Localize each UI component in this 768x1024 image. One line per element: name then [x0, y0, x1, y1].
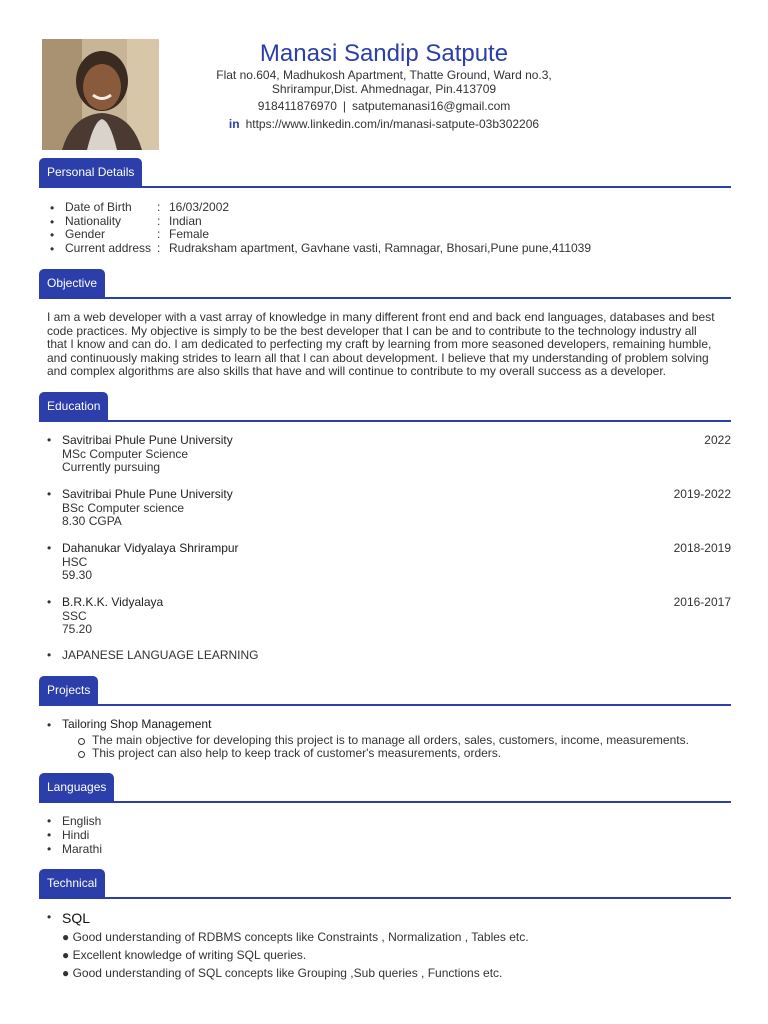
section-title-personal: Personal Details: [39, 158, 142, 186]
section-title-technical: Technical: [39, 869, 105, 897]
project-points: [39, 734, 731, 761]
section-objective: [39, 269, 731, 299]
section-title-languages: Languages: [39, 773, 114, 801]
objective-line: and continuously making strides to learn all that I can about development. I believe that my understanding of problem solving: [47, 350, 709, 365]
linkedin-line: [170, 117, 598, 131]
education-institution: • Dahanukar Vidyalaya Shrirampur: [62, 541, 239, 555]
languages-list: [39, 815, 731, 856]
education-year: 2016-2017: [673, 595, 731, 609]
project-point: The main objective for developing this project is to manage all orders, sales, customers, income, measurements.: [78, 734, 731, 748]
education-entry: [39, 488, 731, 529]
personal-label: • Gender: [65, 227, 106, 241]
section-divider: [39, 186, 731, 188]
section-divider: [39, 801, 731, 803]
personal-label: • Date of Birth: [65, 200, 132, 214]
project-entry: [39, 718, 731, 761]
education-degree: SSC: [62, 608, 87, 623]
phone-number: 918411876970: [257, 99, 337, 113]
personal-label: • Nationality: [65, 213, 122, 228]
address-line-1: Flat no.604, Madhukosh Apartment, Thatte Ground, Ward no.3,: [216, 68, 552, 82]
personal-colon: :: [157, 240, 161, 255]
education-extra: [39, 649, 731, 663]
personal-value: 16/03/2002: [169, 200, 230, 214]
objective-line: I am a web developer with a vast array of knowledge in many different front end and back end languages, databases and best: [47, 310, 715, 324]
section-title-education: Education: [39, 392, 108, 420]
personal-value: Female: [169, 227, 210, 241]
linkedin-icon: in: [228, 117, 240, 131]
contact-line: [170, 99, 598, 113]
section-title-projects: Projects: [39, 676, 98, 704]
list-item: [42, 201, 731, 215]
section-personal-details: [39, 158, 731, 188]
technical-title: • SQL: [62, 910, 91, 926]
list-item: [42, 228, 731, 242]
education-entry: [39, 596, 731, 637]
address-line-2: Shrirampur,Dist. Ahmednagar, Pin.413709: [271, 82, 497, 96]
section-divider: [39, 420, 731, 422]
contact-separator: |: [342, 99, 347, 113]
technical-point: ● Good understanding of RDBMS concepts like Constraints , Normalization , Tables etc.: [62, 930, 529, 944]
section-divider: [39, 297, 731, 299]
objective-line: and complex algorithms are also skills that have and will continue to contribute to my overall success as a developer.: [47, 364, 666, 379]
education-institution: • Savitribai Phule Pune University: [62, 487, 233, 501]
education-result: Currently pursuing: [62, 460, 161, 474]
section-languages: [39, 773, 731, 803]
section-projects: [39, 676, 731, 706]
technical-point: ● Good understanding of SQL concepts like Grouping ,Sub queries , Functions etc.: [62, 966, 503, 980]
personal-colon: :: [157, 213, 161, 228]
list-item: [39, 488, 731, 529]
section-title-objective: Objective: [39, 269, 105, 297]
education-entry: [39, 434, 731, 475]
technical-entry: [39, 910, 731, 982]
profile-photo: [42, 39, 159, 150]
section-divider: [39, 704, 731, 706]
technical-points: [39, 928, 731, 982]
email-link[interactable]: satputemanasi16@gmail.com: [352, 99, 511, 113]
education-year: 2018-2019: [673, 541, 731, 555]
objective-line: code practices. My objective is simply to be the best developer that I can be and to contribute to the technology industry all: [47, 323, 697, 338]
list-item: [39, 596, 731, 637]
education-result: 75.20: [62, 622, 93, 636]
personal-details-list: [42, 201, 731, 255]
education-degree: HSC: [62, 554, 88, 569]
list-item: [42, 242, 731, 256]
section-education: [39, 392, 731, 422]
section-technical: [39, 869, 731, 899]
list-item: [39, 434, 731, 475]
objective-text: [47, 311, 727, 379]
education-result: 59.30: [62, 568, 93, 582]
section-divider: [39, 897, 731, 899]
project-title: • Tailoring Shop Management: [62, 717, 212, 731]
personal-value: Indian: [169, 213, 202, 228]
language-item: • Hindi: [39, 829, 731, 843]
language-item: • English: [39, 815, 731, 829]
list-item: • JAPANESE LANGUAGE LEARNING: [39, 649, 731, 663]
education-degree: BSc Computer science: [62, 500, 185, 515]
list-item: [42, 215, 731, 229]
education-year: 2022: [704, 433, 731, 447]
address: [170, 68, 598, 96]
education-institution: • B.R.K.K. Vidyalaya: [62, 595, 164, 609]
personal-colon: :: [157, 227, 161, 241]
list-item: [39, 910, 731, 926]
objective-line: that I know and can do. I am dedicated to perfecting my craft by learning from more seasoned developers, remaining humble,: [47, 337, 712, 352]
project-point: This project can also help to keep track of customer's measurements, orders.: [78, 747, 731, 761]
personal-value: Rudraksham apartment, Gavhane vasti, Ramnagar, Bhosari,Pune pune,411039: [169, 240, 592, 255]
personal-colon: :: [157, 200, 161, 214]
education-institution: • Savitribai Phule Pune University: [62, 433, 233, 447]
technical-point: ● Excellent knowledge of writing SQL queries.: [62, 948, 307, 962]
education-result: 8.30 CGPA: [62, 514, 122, 528]
education-entry: [39, 542, 731, 583]
education-year: 2019-2022: [673, 487, 731, 501]
list-item: [39, 542, 731, 583]
candidate-name: Manasi Sandip Satpute: [259, 40, 509, 67]
personal-label: • Current address: [65, 240, 152, 255]
education-degree: MSc Computer Science: [62, 446, 189, 461]
list-item: [39, 718, 731, 732]
linkedin-link[interactable]: https://www.linkedin.com/in/manasi-satpute-03b302206: [245, 117, 540, 131]
language-item: • Marathi: [39, 843, 731, 857]
